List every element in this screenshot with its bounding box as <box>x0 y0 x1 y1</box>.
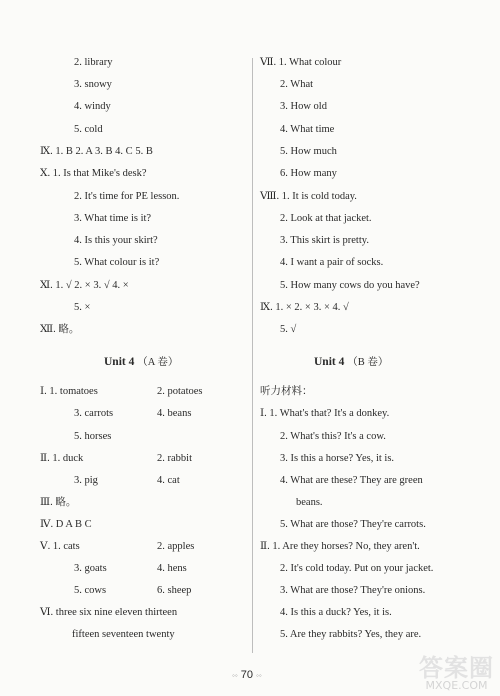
answer-line: 5. horses <box>74 431 112 442</box>
answer-line: Ⅸ. 1. B 2. A 3. B 4. C 5. B <box>40 146 153 157</box>
paper-label: （A 卷） <box>137 357 179 368</box>
answer-line: Ⅰ. 1. tomatoes <box>40 386 98 397</box>
page-number <box>232 669 262 681</box>
answer-line: 3. snowy <box>74 79 112 90</box>
answer-line: 4. What are these? They are green <box>280 475 423 486</box>
answer-line: Ⅰ. 1. What's that? It's a donkey. <box>260 408 390 419</box>
watermark-logo: 答案圈 <box>419 654 494 682</box>
answer-line: 6. sheep <box>157 585 192 596</box>
answer-line: 5. How many cows do you have? <box>280 280 420 291</box>
answer-line: Ⅱ. 1. duck <box>40 453 84 464</box>
answer-line: 2. What <box>280 79 314 90</box>
ornament-right-icon: ◦◦ <box>256 671 262 680</box>
answer-line: 2. It's time for PE lesson. <box>74 191 180 202</box>
answer-line: 3. How old <box>280 101 327 112</box>
answer-line: 3. What are those? They're onions. <box>280 585 426 596</box>
answer-line: 4. Is this a duck? Yes, it is. <box>280 607 392 618</box>
column-divider <box>252 58 253 653</box>
paper-label: （B 卷） <box>347 357 389 368</box>
answer-line: 2. apples <box>157 541 195 552</box>
answer-line: 2. It's cold today. Put on your jacket. <box>280 563 434 574</box>
answer-line: 4. What time <box>280 124 335 135</box>
answer-line: 2. potatoes <box>157 386 203 397</box>
answer-line: 3. carrots <box>74 408 114 419</box>
page-number-text: 70 <box>240 669 253 681</box>
answer-line: 2. Look at that jacket. <box>280 213 372 224</box>
answer-line: 4. cat <box>157 475 180 486</box>
answer-line: Ⅶ. 1. What colour <box>260 57 342 68</box>
answer-line: Ⅻ. 略。 <box>40 324 80 335</box>
answer-line: Ⅲ. 略。 <box>40 497 77 508</box>
answer-line: 4. Is this your skirt? <box>74 235 158 246</box>
answer-line: 5. How much <box>280 146 337 157</box>
answer-line: 5. √ <box>280 324 297 335</box>
answer-line: 3. This skirt is pretty. <box>280 235 369 246</box>
answer-line: 5. What are those? They're carrots. <box>280 519 426 530</box>
listening-heading: 听力材料： <box>260 386 313 397</box>
answer-line: 3. Is this a horse? Yes, it is. <box>280 453 395 464</box>
section-title <box>104 355 178 370</box>
answer-line: 4. windy <box>74 101 111 112</box>
answer-line: 4. hens <box>157 563 187 574</box>
answer-line: 3. goats <box>74 563 107 574</box>
answer-line: 2. rabbit <box>157 453 192 464</box>
answer-line: Ⅹ. 1. Is that Mike's desk? <box>40 168 147 179</box>
section-title <box>314 355 388 370</box>
answer-line: fifteen seventeen twenty <box>72 629 175 640</box>
answer-line: 5. What colour is it? <box>74 257 160 268</box>
answer-line: Ⅺ. 1. √ 2. × 3. √ 4. × <box>40 280 129 291</box>
answer-line: 5. Are they rabbits? Yes, they are. <box>280 629 422 640</box>
answer-line: 2. What's this? It's a cow. <box>280 431 386 442</box>
answer-line: Ⅸ. 1. × 2. × 3. × 4. √ <box>260 302 349 313</box>
answer-line: beans. <box>296 497 323 508</box>
answer-line: Ⅱ. 1. Are they horses? No, they aren't. <box>260 541 420 552</box>
unit-title: Unit 4 <box>104 356 135 368</box>
unit-title: Unit 4 <box>314 356 345 368</box>
watermark-url: MXQE.COM <box>425 679 488 692</box>
ornament-left-icon: ◦◦ <box>232 671 238 680</box>
answer-line: 2. library <box>74 57 113 68</box>
answer-line: Ⅷ. 1. It is cold today. <box>260 191 357 202</box>
answer-line: Ⅵ. three six nine eleven thirteen <box>40 607 178 618</box>
watermark <box>419 656 494 692</box>
answer-line: Ⅳ. D A B C <box>40 519 92 530</box>
answer-line: Ⅴ. 1. cats <box>40 541 80 552</box>
answer-line: 5. cows <box>74 585 107 596</box>
answer-line: 3. pig <box>74 475 98 486</box>
answer-line: 5. cold <box>74 124 103 135</box>
answer-line: 4. beans <box>157 408 192 419</box>
answer-line: 5. × <box>74 302 91 313</box>
answer-line: 3. What time is it? <box>74 213 152 224</box>
answer-line: 6. How many <box>280 168 337 179</box>
answer-line: 4. I want a pair of socks. <box>280 257 384 268</box>
